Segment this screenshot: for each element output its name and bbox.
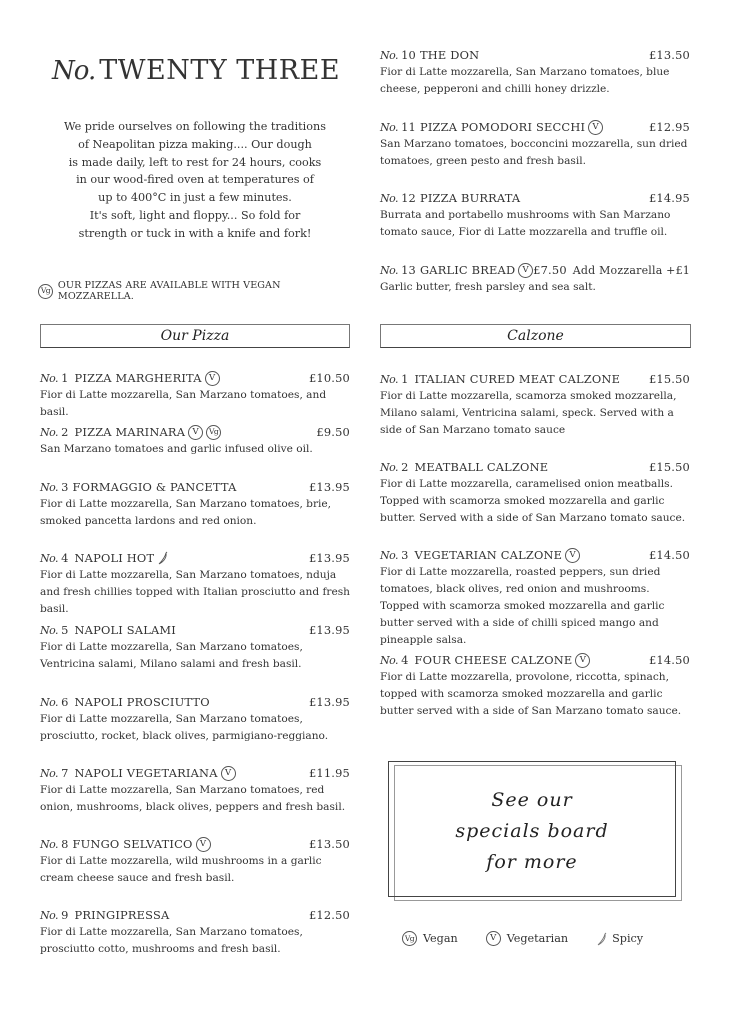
item-price: £11.95 xyxy=(308,766,350,780)
chili-pepper-icon xyxy=(157,551,169,565)
item-number-prefix: No. xyxy=(380,263,399,277)
item-description: San Marzano tomatoes, bocconcini mozzarella, sun dried tomatoes, green pesto and fresh basil. xyxy=(380,138,688,167)
specials-line: See our xyxy=(491,789,573,811)
vegetarian-badge-icon: V xyxy=(221,766,236,781)
item-description: Fior di Latte mozzarella, San Marzano tomatoes, red onion, mushrooms, black olives, peppers and fresh basil. xyxy=(40,784,346,813)
vegetarian-badge-icon: V xyxy=(486,931,501,946)
section-header-calzone: Calzone xyxy=(380,324,691,348)
menu-item-pizza-5 xyxy=(40,622,350,673)
item-price: £15.50 xyxy=(648,460,690,474)
item-number: 2 xyxy=(401,460,409,474)
menu-item-pizza-4 xyxy=(40,550,350,618)
item-name: NAPOLI HOT xyxy=(74,551,155,565)
vegetarian-badge-icon: V xyxy=(518,263,533,278)
intro-line: in our wood-fired oven at temperatures of xyxy=(76,173,314,187)
item-name: ITALIAN CURED MEAT CALZONE xyxy=(414,372,621,386)
menu-item-calzone-4 xyxy=(380,652,690,720)
item-number-prefix: No. xyxy=(40,623,59,637)
item-number-prefix: No. xyxy=(40,480,59,494)
item-price: £13.50 xyxy=(648,48,690,62)
menu-item-pizza-10 xyxy=(380,47,690,98)
legend-item-vegan xyxy=(402,931,458,946)
item-price: £14.50 xyxy=(648,548,690,562)
item-number-prefix: No. xyxy=(40,766,59,780)
item-price: £13.50 xyxy=(308,837,350,851)
item-number-prefix: No. xyxy=(380,653,399,667)
item-description: Fior di Latte mozzarella, roasted peppers, sun dried tomatoes, black olives, red onion and mushrooms. Topped with scamorza smoked mozzarella and garlic butter served with a side of chilli spiced mango and pineapple salsa. xyxy=(380,566,665,646)
vegetarian-badge-icon: V xyxy=(575,653,590,668)
vegan-note-text: OUR PIZZAS ARE AVAILABLE WITH VEGAN MOZZARELLA. xyxy=(57,280,281,302)
item-description: Fior di Latte mozzarella, provolone, riccotta, spinach, topped with scamorza smoked mozzarella and garlic butter served with a side of San Marzano tomato sauce. xyxy=(380,671,682,717)
item-number-prefix: No. xyxy=(380,372,399,386)
item-number-prefix: No. xyxy=(40,837,59,851)
item-description: Fior di Latte mozzarella, San Marzano tomatoes, brie, smoked pancetta lardons and red onion. xyxy=(40,498,332,527)
brand-prefix: No. xyxy=(52,56,96,86)
item-name: PRINGIPRESSA xyxy=(74,908,170,922)
item-number-prefix: No. xyxy=(40,551,59,565)
vegan-mozzarella-note xyxy=(38,280,358,302)
item-name: GARLIC BREAD xyxy=(419,263,516,277)
item-number-prefix: No. xyxy=(380,460,399,474)
item-number-prefix: No. xyxy=(40,695,59,709)
intro-line: of Neapolitan pizza making.... Our dough xyxy=(78,137,312,151)
item-description: San Marzano tomatoes and garlic infused olive oil. xyxy=(40,443,313,455)
intro-line: is made daily, left to rest for 24 hours, cooks xyxy=(68,155,322,169)
item-price: £12.95 xyxy=(648,120,690,134)
item-number: 6 xyxy=(61,695,69,709)
intro-line: up to 400°C in just a few minutes. xyxy=(98,191,292,205)
item-name: VEGETARIAN CALZONE xyxy=(414,548,563,562)
item-number: 9 xyxy=(61,908,69,922)
menu-item-pizza-9 xyxy=(40,907,350,958)
legend-item-vegetarian xyxy=(486,931,568,946)
item-number-prefix: No. xyxy=(40,371,59,385)
legend-label: Vegetarian xyxy=(506,932,569,945)
item-name: PIZZA MARINARA xyxy=(74,425,186,439)
item-price: £13.95 xyxy=(308,551,350,565)
section-header-pizza: Our Pizza xyxy=(40,324,350,348)
item-price: £10.50 xyxy=(308,371,350,385)
item-number-prefix: No. xyxy=(380,548,399,562)
menu-item-calzone-3 xyxy=(380,547,690,649)
dietary-legend xyxy=(402,931,671,946)
intro-line: It's soft, light and floppy... So fold for xyxy=(89,208,301,222)
menu-item-pizza-1 xyxy=(40,370,350,421)
specials-line: for more xyxy=(486,851,578,873)
menu-item-calzone-2 xyxy=(380,459,690,527)
item-description: Fior di Latte mozzarella, wild mushrooms in a garlic cream cheese sauce and fresh basil. xyxy=(40,855,322,884)
item-number: 3 xyxy=(61,480,69,494)
item-extra-option: Add Mozzarella +£1 xyxy=(572,263,690,277)
specials-line: specials board xyxy=(455,820,609,842)
item-description: Fior di Latte mozzarella, scamorza smoked mozzarella, Milano salami, Ventricina salami, speck. Served with a side of San Marzano tomato sauce xyxy=(380,390,677,436)
menu-item-pizza-6 xyxy=(40,694,350,745)
item-number: 4 xyxy=(61,551,69,565)
item-name: NAPOLI VEGETARIANA xyxy=(74,766,218,780)
menu-item-pizza-13 xyxy=(380,262,690,296)
item-name: THE DON xyxy=(419,48,480,62)
item-description: Fior di Latte mozzarella, San Marzano tomatoes, Ventricina salami, Milano salami and fresh basil. xyxy=(40,641,303,670)
item-price: £14.50 xyxy=(648,653,690,667)
item-price: £13.95 xyxy=(308,623,350,637)
item-number: 12 xyxy=(401,191,416,205)
item-price: £7.50 xyxy=(533,263,567,277)
item-number: 5 xyxy=(61,623,69,637)
item-description: Fior di Latte mozzarella, San Marzano tomatoes, prosciutto, rocket, black olives, parmigiano-reggiano. xyxy=(40,713,329,742)
vegan-badge-icon: Vg xyxy=(206,425,221,440)
legend-label: Vegan xyxy=(423,932,458,945)
legend-label: Spicy xyxy=(612,932,644,945)
intro-paragraph xyxy=(40,118,350,243)
item-number: 2 xyxy=(61,425,69,439)
item-number-prefix: No. xyxy=(380,48,399,62)
item-description: Fior di Latte mozzarella, San Marzano tomatoes, prosciutto cotto, mushrooms and fresh basil. xyxy=(40,926,303,955)
item-description: Burrata and portabello mushrooms with San Marzano tomato sauce, Fior di Latte mozzarella and truffle oil. xyxy=(380,209,671,238)
item-name: NAPOLI SALAMI xyxy=(74,623,176,637)
item-name: FORMAGGIO & PANCETTA xyxy=(72,480,237,494)
item-name: PIZZA BURRATA xyxy=(419,191,521,205)
vegan-badge-icon: Vg xyxy=(38,284,53,299)
item-name: PIZZA POMODORI SECCHI xyxy=(419,120,586,134)
item-name: PIZZA MARGHERITA xyxy=(74,371,202,385)
vegan-badge-icon: Vg xyxy=(402,931,417,946)
vegetarian-badge-icon: V xyxy=(196,837,211,852)
item-name: FUNGO SELVATICO xyxy=(72,837,193,851)
item-name: FOUR CHEESE CALZONE xyxy=(414,653,573,667)
menu-item-pizza-7 xyxy=(40,765,350,816)
item-number: 7 xyxy=(61,766,69,780)
item-price: £15.50 xyxy=(648,372,690,386)
item-number-prefix: No. xyxy=(380,191,399,205)
chili-pepper-icon xyxy=(596,932,608,946)
legend-item-spicy xyxy=(596,932,643,946)
menu-item-pizza-11 xyxy=(380,119,690,170)
item-number-prefix: No. xyxy=(40,908,59,922)
item-number: 4 xyxy=(401,653,409,667)
item-description: Fior di Latte mozzarella, San Marzano tomatoes, blue cheese, pepperoni and chilli honey drizzle. xyxy=(380,66,670,95)
restaurant-title xyxy=(52,55,342,86)
item-number: 1 xyxy=(61,371,69,385)
item-name: MEATBALL CALZONE xyxy=(414,460,549,474)
vegetarian-badge-icon: V xyxy=(565,548,580,563)
item-number: 10 xyxy=(401,48,416,62)
vegetarian-badge-icon: V xyxy=(188,425,203,440)
intro-line: strength or tuck in with a knife and fork! xyxy=(78,226,312,240)
item-price: £12.50 xyxy=(308,908,350,922)
item-number-prefix: No. xyxy=(40,425,59,439)
item-number-prefix: No. xyxy=(380,120,399,134)
item-number: 8 xyxy=(61,837,69,851)
menu-item-pizza-12 xyxy=(380,190,690,241)
item-description: Fior di Latte mozzarella, caramelised onion meatballs. Topped with scamorza smoked mozzarella and garlic butter. Served with a side of San Marzano tomato sauce. xyxy=(380,478,686,524)
item-description: Fior di Latte mozzarella, San Marzano tomatoes, and basil. xyxy=(40,389,327,418)
item-number: 11 xyxy=(401,120,416,134)
item-number: 1 xyxy=(401,372,409,386)
item-price: £14.95 xyxy=(648,191,690,205)
item-price: £13.95 xyxy=(308,480,350,494)
vegetarian-badge-icon: V xyxy=(205,371,220,386)
item-description: Garlic butter, fresh parsley and sea salt. xyxy=(380,281,596,293)
item-price: £13.95 xyxy=(308,695,350,709)
menu-item-pizza-8 xyxy=(40,836,350,887)
item-description: Fior di Latte mozzarella, San Marzano tomatoes, nduja and fresh chillies topped with Italian prosciutto and fresh basil. xyxy=(40,569,350,615)
item-name: NAPOLI PROSCIUTTO xyxy=(74,695,210,709)
item-price: £9.50 xyxy=(316,425,350,439)
menu-item-calzone-1 xyxy=(380,371,690,439)
vegetarian-badge-icon: V xyxy=(588,120,603,135)
menu-item-pizza-2 xyxy=(40,424,350,458)
brand-name: TWENTY THREE xyxy=(99,55,341,86)
menu-item-pizza-3 xyxy=(40,479,350,530)
item-number: 3 xyxy=(401,548,409,562)
intro-line: We pride ourselves on following the traditions xyxy=(64,120,326,133)
specials-board-note xyxy=(388,785,676,878)
item-number: 13 xyxy=(401,263,416,277)
